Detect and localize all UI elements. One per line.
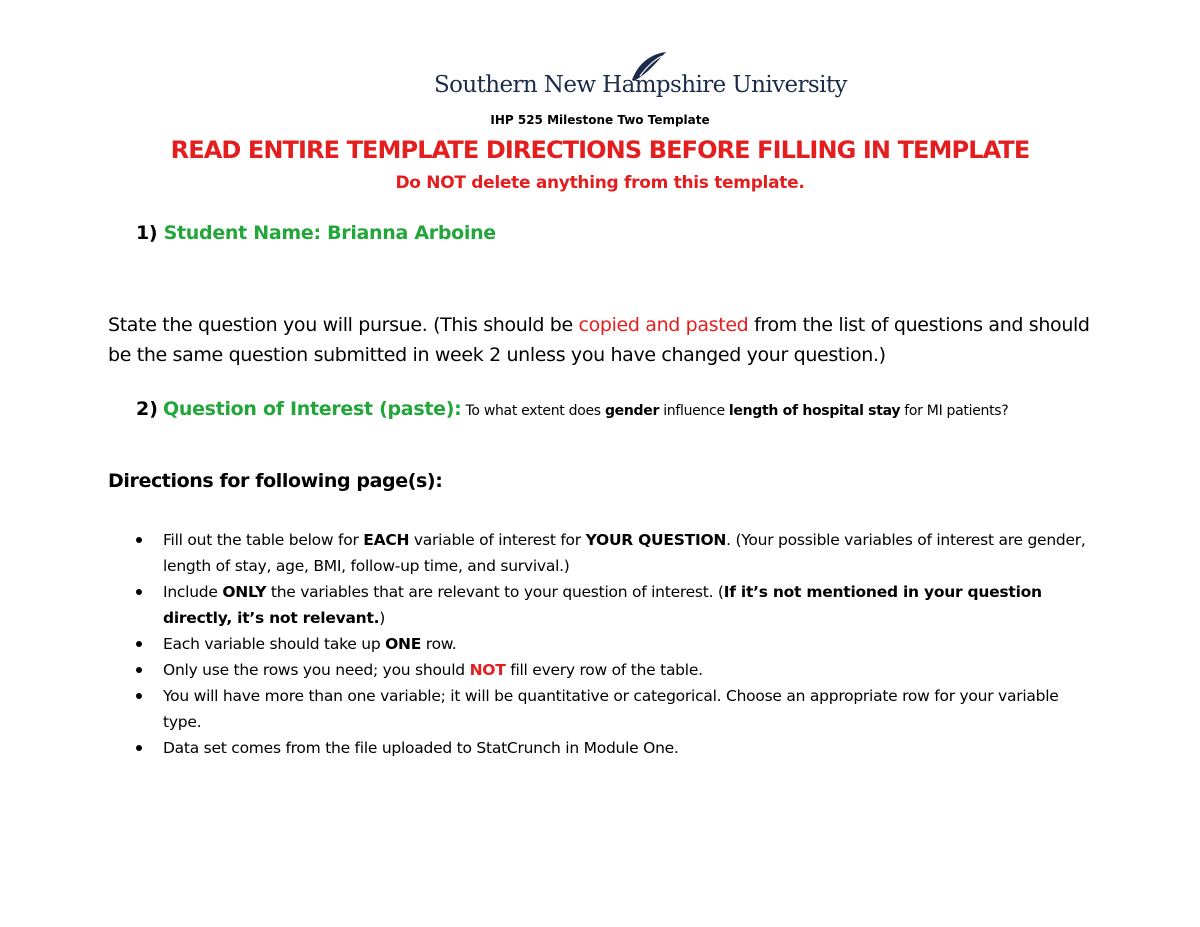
question-number: 2) <box>136 398 158 420</box>
bullet-icon <box>136 667 142 673</box>
directions-heading: Directions for following page(s): <box>108 470 443 492</box>
list-item: Data set comes from the file uploaded to StatCrunch in Module One. <box>130 735 1090 761</box>
template-title: IHP 525 Milestone Two Template <box>490 113 710 127</box>
question-text-2: influence <box>659 403 729 419</box>
list-item: Fill out the table below for EACH variable of interest for YOUR QUESTION. (Your possible variables of interest are gender, length of stay, age, BMI, follow-up time, and survival.) <box>130 527 1090 579</box>
question-of-interest <box>136 398 1008 420</box>
question-text-3: for MI patients? <box>900 403 1009 419</box>
warning-heading: READ ENTIRE TEMPLATE DIRECTIONS BEFORE FILLING IN TEMPLATE <box>170 136 1030 164</box>
do-not-delete-notice: Do NOT delete anything from this template. <box>395 173 805 193</box>
student-name: Student Name: Brianna Arboine <box>163 222 496 244</box>
question-bold-gender: gender <box>604 403 660 419</box>
instructions-text-2: from the list of questions and should be the same question submitted in week 2 unless you have changed your question.) <box>108 314 1090 366</box>
question-bold-length-of-stay: length of hospital stay <box>728 403 901 419</box>
bullet-icon <box>136 589 142 595</box>
question-label: Question of Interest (paste): <box>163 398 462 420</box>
instructions-text-1: State the question you will pursue. (This should be <box>108 314 579 336</box>
student-name-line <box>136 222 496 244</box>
bullet-icon <box>136 537 142 543</box>
university-name: Southern New Hampshire University <box>434 72 847 98</box>
instructions-highlight: copied and pasted <box>578 314 749 336</box>
list-item: Each variable should take up ONE row. <box>130 631 1090 657</box>
question-text-1: To what extent does <box>461 403 605 419</box>
directions-list <box>130 527 1090 761</box>
bullet-icon <box>136 693 142 699</box>
university-logo <box>434 50 847 104</box>
bullet-icon <box>136 641 142 647</box>
question-instructions <box>108 310 1108 370</box>
list-item: Only use the rows you need; you should NOT fill every row of the table. <box>130 657 1090 683</box>
list-item: Include ONLY the variables that are relevant to your question of interest. (If it’s not mentioned in your question directly, it’s not relevant.) <box>130 579 1090 631</box>
list-item: You will have more than one variable; it will be quantitative or categorical. Choose an appropriate row for your variable type. <box>130 683 1090 735</box>
student-number: 1) <box>136 222 158 244</box>
bullet-icon <box>136 745 142 751</box>
